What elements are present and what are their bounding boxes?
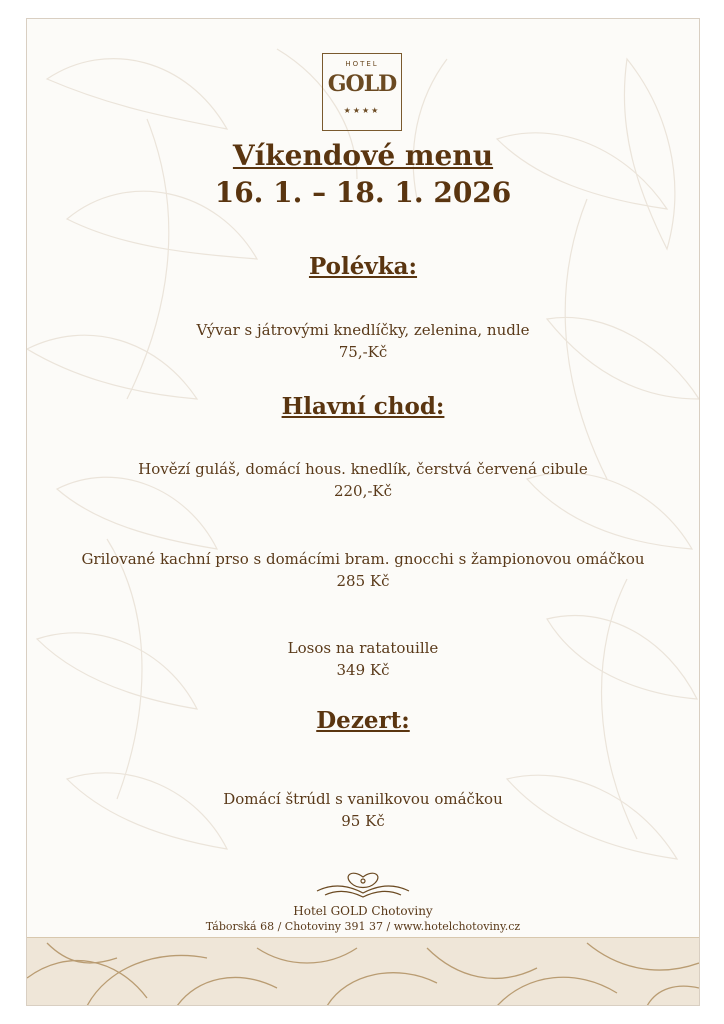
footer-hotel-name: Hotel GOLD Chotoviny	[293, 904, 433, 918]
menu-page	[26, 18, 700, 1006]
dish-main-1	[27, 458, 699, 502]
logo-stars: ★★★★	[343, 106, 381, 115]
ornament-flourish-icon	[313, 869, 413, 901]
dish-name: Losos na ratatouille	[287, 639, 439, 657]
dish-name: Grilované kachní prso s domácími bram. gnocchi s žampionovou omáčkou	[81, 550, 645, 568]
footer-address: Táborská 68 / Chotoviny 391 37 / www.hotelchotoviny.cz	[205, 920, 521, 933]
section-heading-soup: Polévka:	[308, 253, 418, 280]
dish-price: 285 Kč	[336, 572, 390, 590]
logo-hotel-text: HOTEL	[345, 60, 379, 68]
menu-content	[27, 19, 699, 1005]
dish-main-2	[27, 548, 699, 592]
dish-main-3	[27, 637, 699, 681]
section-heading-dessert: Dezert:	[316, 707, 410, 734]
dish-price: 349 Kč	[336, 661, 390, 679]
section-heading-main: Hlavní chod:	[281, 393, 445, 420]
dish-soup-1	[27, 319, 699, 363]
hotel-logo	[322, 53, 402, 131]
dish-price: 220,-Kč	[333, 482, 393, 500]
dish-name: Domácí štrúdl s vanilkovou omáčkou	[223, 790, 503, 808]
dish-price: 75,-Kč	[338, 343, 388, 361]
menu-dates: 16. 1. – 18. 1. 2026	[214, 176, 512, 209]
dish-price: 95 Kč	[341, 812, 385, 830]
dish-dessert-1	[27, 788, 699, 832]
dish-name: Vývar s játrovými knedlíčky, zelenina, nudle	[196, 321, 530, 339]
dish-name: Hovězí guláš, domácí hous. knedlík, čerstvá červená cibule	[138, 460, 588, 478]
logo-gold-text: GOLD	[327, 71, 397, 97]
menu-title: Víkendové menu	[232, 139, 494, 172]
